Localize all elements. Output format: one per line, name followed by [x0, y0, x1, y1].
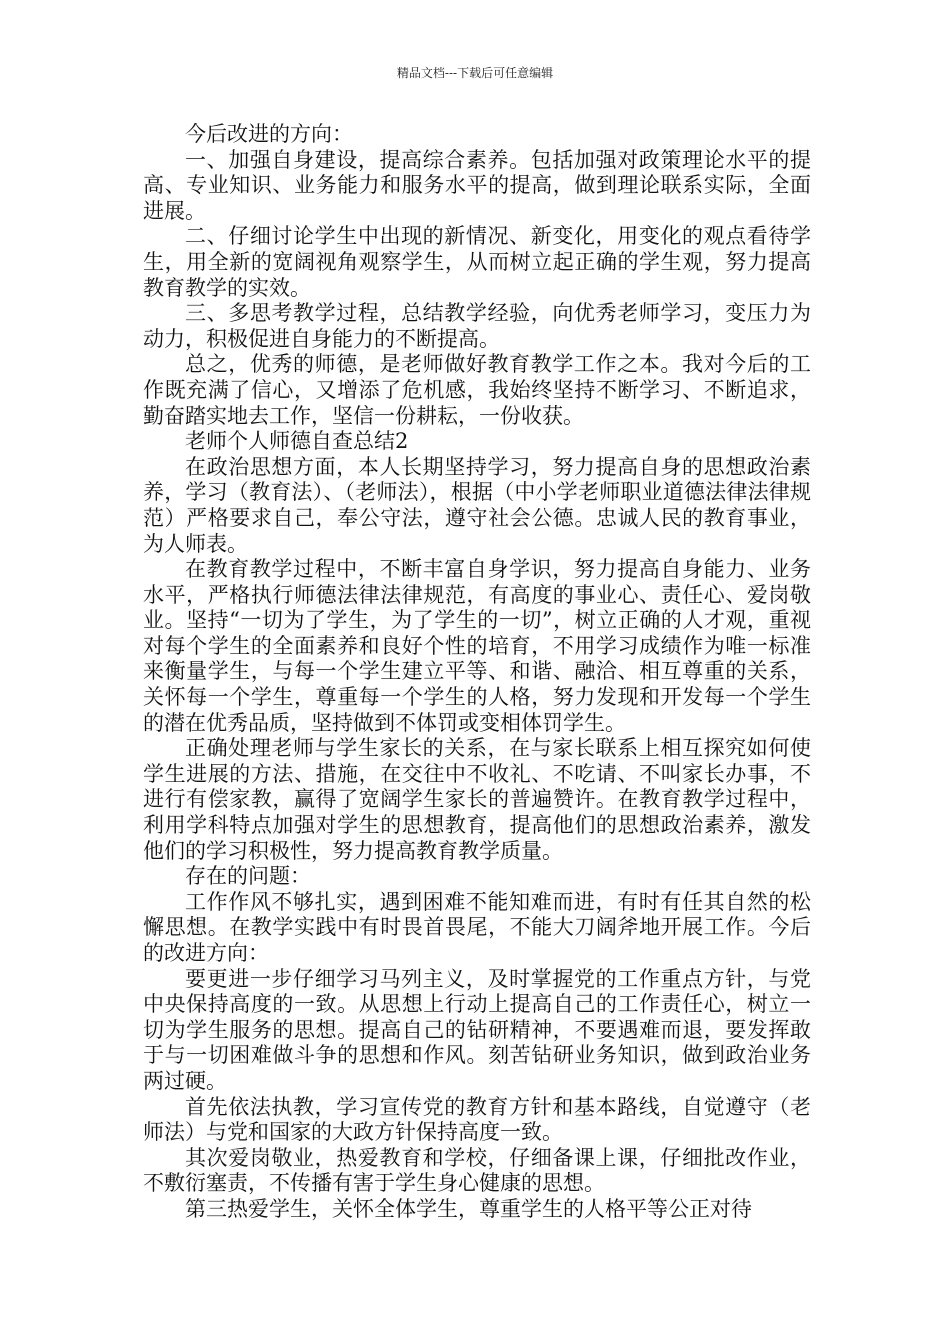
- paragraph: 在政治思想方面，本人长期坚持学习，努力提高自身的思想政治素养，学习（教育法）、（老师法），根据（中小学老师职业道德法律法律规范）严格要求自己，奉公守法，遵守社会公德。忠诚人民的教育事业，为人师表。: [143, 454, 811, 556]
- paragraph: 正确处理老师与学生家长的关系，在与家长联系上相互探究如何使学生进展的方法、措施，在交往中不收礼、不吃请、不叫家长办事，不进行有偿家教，赢得了宽阔学生家长的普遍赞许。在教育教学过程中，利用学科特点加强对学生的思想教育，提高他们的思想政治素养，激发他们的学习积极性，努力提高教育教学质量。: [143, 736, 811, 863]
- section-title: 老师个人师德自查总结2: [185, 429, 409, 454]
- paragraph: 在教育教学过程中，不断丰富自身学识，努力提高自身能力、业务水平，严格执行师德法律法律规范，有高度的事业心、责任心、爱岗敬业。坚持“一切为了学生，为了学生的一切”，树立正确的人才观，重视对每个学生的全面素养和良好个性的培育，不用学习成绩作为唯一标准来衡量学生，与每一个学生建立平等、和谐、融洽、相互尊重的关系，关怀每一个学生，尊重每一个学生的人格，努力发现和开发每一个学生的潜在优秀品质，坚持做到不体罚或变相体罚学生。: [143, 557, 811, 735]
- paragraph: 一、加强自身建设，提高综合素养。包括加强对政策理论水平的提高、专业知识、业务能力和服务水平的提高，做到理论联系实际，全面进展。: [143, 147, 811, 223]
- paragraph: 二、仔细讨论学生中出现的新情况、新变化，用变化的观点看待学生，用全新的宽阔视角观察学生，从而树立起正确的学生观，努力提高教育教学的实效。: [143, 224, 811, 300]
- paragraph: 工作作风不够扎实，遇到困难不能知难而进，有时有任其自然的松懈思想。在教学实践中有时畏首畏尾，不能大刀阔斧地开展工作。今后的改进方向：: [143, 889, 811, 965]
- paragraph: 今后改进的方向：: [185, 122, 353, 146]
- paragraph: 首先依法执教，学习宣传党的教育方针和基本路线，自觉遵守（老师法）与党和国家的大政方针保持高度一致。: [143, 1094, 811, 1145]
- paragraph: 总之，优秀的师德，是老师做好教育教学工作之本。我对今后的工作既充满了信心，又增添了危机感，我始终坚持不断学习、不断追求，勤奋踏实地去工作，坚信一份耕耘，一份收获。: [143, 352, 811, 428]
- section-title: 存在的问题：: [185, 864, 311, 889]
- paragraph: 其次爱岗敬业，热爱教育和学校，仔细备课上课，仔细批改作业，不敷衍塞责，不传播有害于学生身心健康的思想。: [143, 1145, 811, 1196]
- document-body: [143, 122, 811, 1223]
- paragraph: 第三热爱学生，关怀全体学生，尊重学生的人格平等公正对待: [185, 1196, 752, 1221]
- page-header: 精品文档---下载后可任意编辑: [396, 66, 554, 80]
- paragraph: 三、多思考教学过程，总结教学经验，向优秀老师学习，变压力为动力，积极促进自身能力的不断提高。: [143, 301, 811, 351]
- paragraph: 要更进一步仔细学习马列主义，及时掌握党的工作重点方针，与党中央保持高度的一致。从思想上行动上提高自己的工作责任心，树立一切为学生服务的思想。提高自己的钻研精神，不要遇难而退，要发挥敢于与一切困难做斗争的思想和作风。刻苦钻研业务知识，做到政治业务两过硬。: [143, 966, 811, 1093]
